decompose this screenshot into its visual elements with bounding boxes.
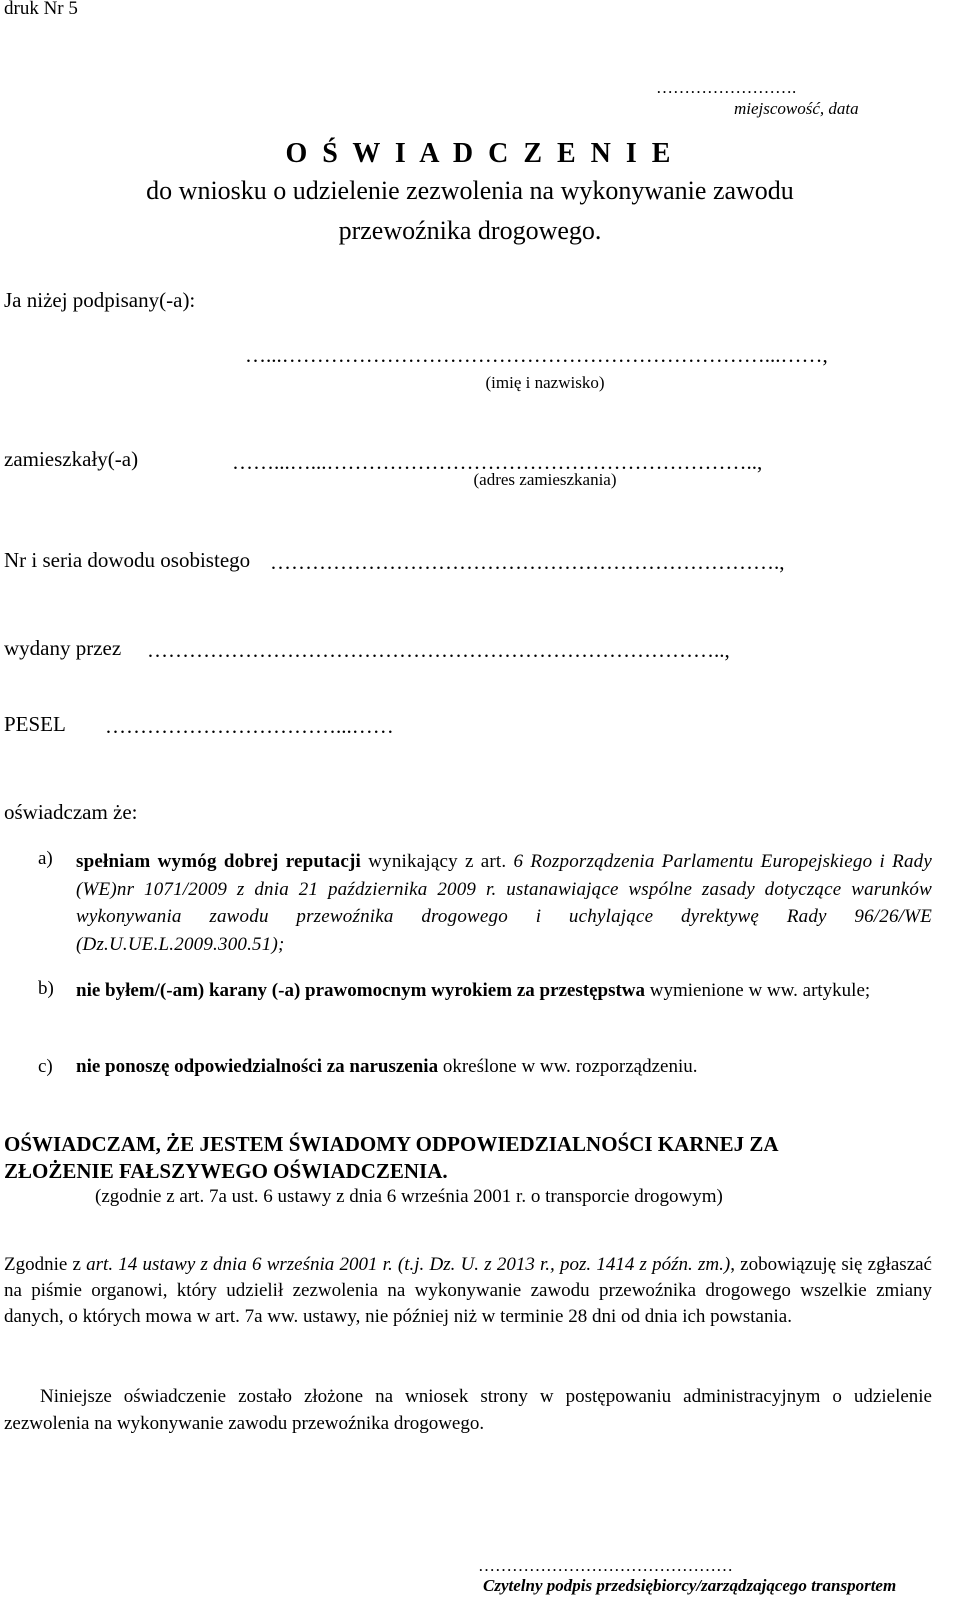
point-a-text bbox=[76, 848, 932, 958]
id-field[interactable]: ………………………………………………………………., bbox=[270, 550, 785, 574]
point-a-bold: spełniam wymóg dobrej reputacji bbox=[76, 851, 362, 872]
warning-line2: ZŁOŻENIE FAŁSZYWEGO OŚWIADCZENIA. bbox=[4, 1159, 448, 1183]
address-prefix: zamieszkały(-a) bbox=[4, 447, 139, 471]
obligation-paragraph bbox=[4, 1252, 932, 1330]
point-b-letter: b) bbox=[38, 978, 54, 999]
point-c-bold: nie ponoszę odpowiedzialności za naruszenia bbox=[76, 1056, 439, 1077]
name-field-label: (imię i nazwisko) bbox=[485, 373, 605, 392]
point-b-bold: nie byłem/(-am) karany (-a) prawomocnym wyrokiem za przestępstwa bbox=[76, 980, 646, 1001]
obligation-rest: , zobowiązuję się zgłaszać na piśmie organowi, który udzielił zezwolenia na wykonywanie zawodu przewoźnika drogowego wszelkie zmiany danych, o których mowa w art. 7a ww. ustawy, nie później niż w terminie 28 dni od dnia ich powstania. bbox=[4, 1254, 932, 1327]
address-field-label: (adres zamieszkania) bbox=[473, 470, 617, 489]
point-b-normal: wymienione w ww. artykule; bbox=[645, 980, 871, 1001]
document-subtitle-line1: do wniosku o udzielenie zezwolenia na wykonywanie zawodu bbox=[146, 176, 794, 205]
place-date-dots[interactable]: ……………………. bbox=[656, 78, 797, 97]
form-number: druk Nr 5 bbox=[4, 0, 78, 19]
place-date-label: miejscowość, data bbox=[734, 99, 859, 118]
signature-field[interactable]: ……………………………………… bbox=[478, 1556, 733, 1575]
name-field[interactable]: …...……………………………………………………………...……, bbox=[245, 343, 828, 367]
document-subtitle-line2: przewoźnika drogowego. bbox=[338, 216, 602, 245]
warning-line1: OŚWIADCZAM, ŻE JESTEM ŚWIADOMY ODPOWIEDZIALNOŚCI KARNEJ ZA bbox=[4, 1132, 779, 1156]
final-statement-text: Niniejsze oświadczenie zostało złożone na wniosek strony w postępowaniu administracyjnym o udzielenie zezwolenia na wykonywanie zawodu przewoźnika drogowego. bbox=[4, 1386, 932, 1434]
pesel-label: PESEL bbox=[4, 712, 66, 736]
obligation-start: Zgodnie z bbox=[4, 1254, 87, 1275]
point-a-normal: wynikający z art. bbox=[361, 851, 514, 872]
point-c-letter: c) bbox=[38, 1056, 53, 1077]
issued-label: wydany przez bbox=[4, 636, 122, 660]
final-statement bbox=[4, 1383, 932, 1437]
point-c-text bbox=[76, 1056, 697, 1078]
intro-text: Ja niżej podpisany(-a): bbox=[4, 288, 196, 312]
obligation-legal-ref: art. 14 ustawy z dnia 6 września 2001 r. (t.j. Dz. U. z 2013 r., poz. 1414 z późn. zm.) bbox=[86, 1254, 731, 1275]
declare-text: oświadczam że: bbox=[4, 800, 138, 824]
signature-label: Czytelny podpis przedsiębiorcy/zarządzającego transportem bbox=[483, 1576, 897, 1595]
point-a-italic: 6 Rozporządzenia Parlamentu Europejskiego i Rady (WE)nr 1071/2009 z dnia 21 października 2009 r. ustanawiające wspólne zasady dotyczące warunków wykonywania zawodu przewoźnika drogowego i uchylające dyrektywę Rady 96/26/WE (Dz.U.UE.L.2009.300.51); bbox=[76, 851, 932, 955]
warning-note: (zgodnie z art. 7a ust. 6 ustawy z dnia 6 września 2001 r. o transporcie drogowym) bbox=[95, 1186, 723, 1207]
document-title: O Ś W I A D C Z E N I E bbox=[285, 138, 675, 169]
pesel-field[interactable]: ……………………………...…… bbox=[105, 714, 394, 738]
address-field[interactable]: ……...…...…………………………………………………….., bbox=[232, 450, 763, 474]
id-label: Nr i seria dowodu osobistego bbox=[4, 548, 251, 572]
point-b-text bbox=[76, 978, 932, 1003]
issued-field[interactable]: ……………………………………………………………………….., bbox=[147, 638, 730, 662]
point-c-normal: określone w ww. rozporządzeniu. bbox=[438, 1056, 698, 1077]
point-a-letter: a) bbox=[38, 848, 53, 869]
